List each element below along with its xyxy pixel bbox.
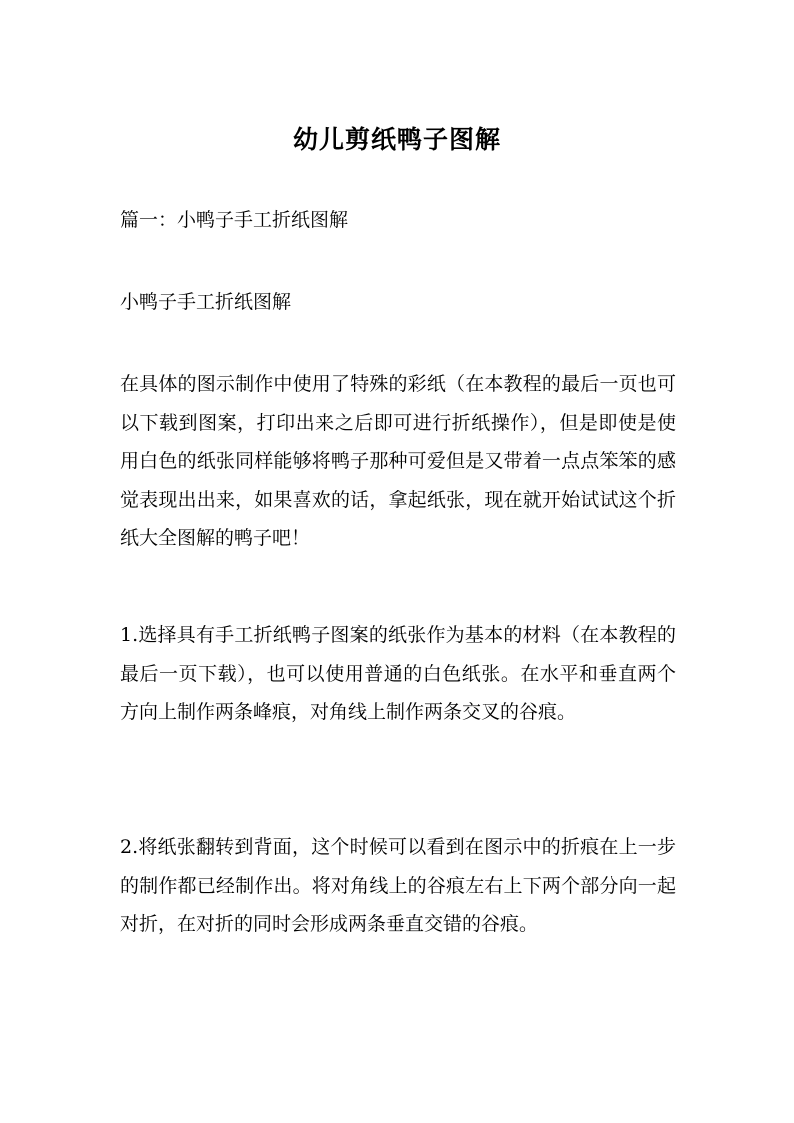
section-heading: 篇一：小鸭子手工折纸图解 bbox=[120, 209, 349, 231]
document-title: 幼儿剪纸鸭子图解 bbox=[292, 124, 501, 154]
paragraph-step-1: 1.选择具有手工折纸鸭子图案的纸张作为基本的材料（在本教程的最后一页下载），也可以使用普通的白色纸张。在水平和垂直两个方向上制作两条峰痕，对角线上制作两条交叉的谷痕。 bbox=[120, 624, 676, 723]
subheading: 小鸭子手工折纸图解 bbox=[120, 291, 292, 313]
paragraph-intro: 在具体的图示制作中使用了特殊的彩纸（在本教程的最后一页也可以下载到图案，打印出来之后即可进行折纸操作），但是即使是使用白色的纸张同样能够将鸭子那种可爱但是又带着一点点笨笨的感觉表现出出来，如果喜欢的话，拿起纸张，现在就开始试试这个折纸大全图解的鸭子吧！ bbox=[120, 373, 676, 549]
paragraph-step-2: 2.将纸张翻转到背面，这个时候可以看到在图示中的折痕在上一步的制作都已经制作出。将对角线上的谷痕左右上下两个部分向一起对折，在对折的同时会形成两条垂直交错的谷痕。 bbox=[120, 836, 676, 935]
